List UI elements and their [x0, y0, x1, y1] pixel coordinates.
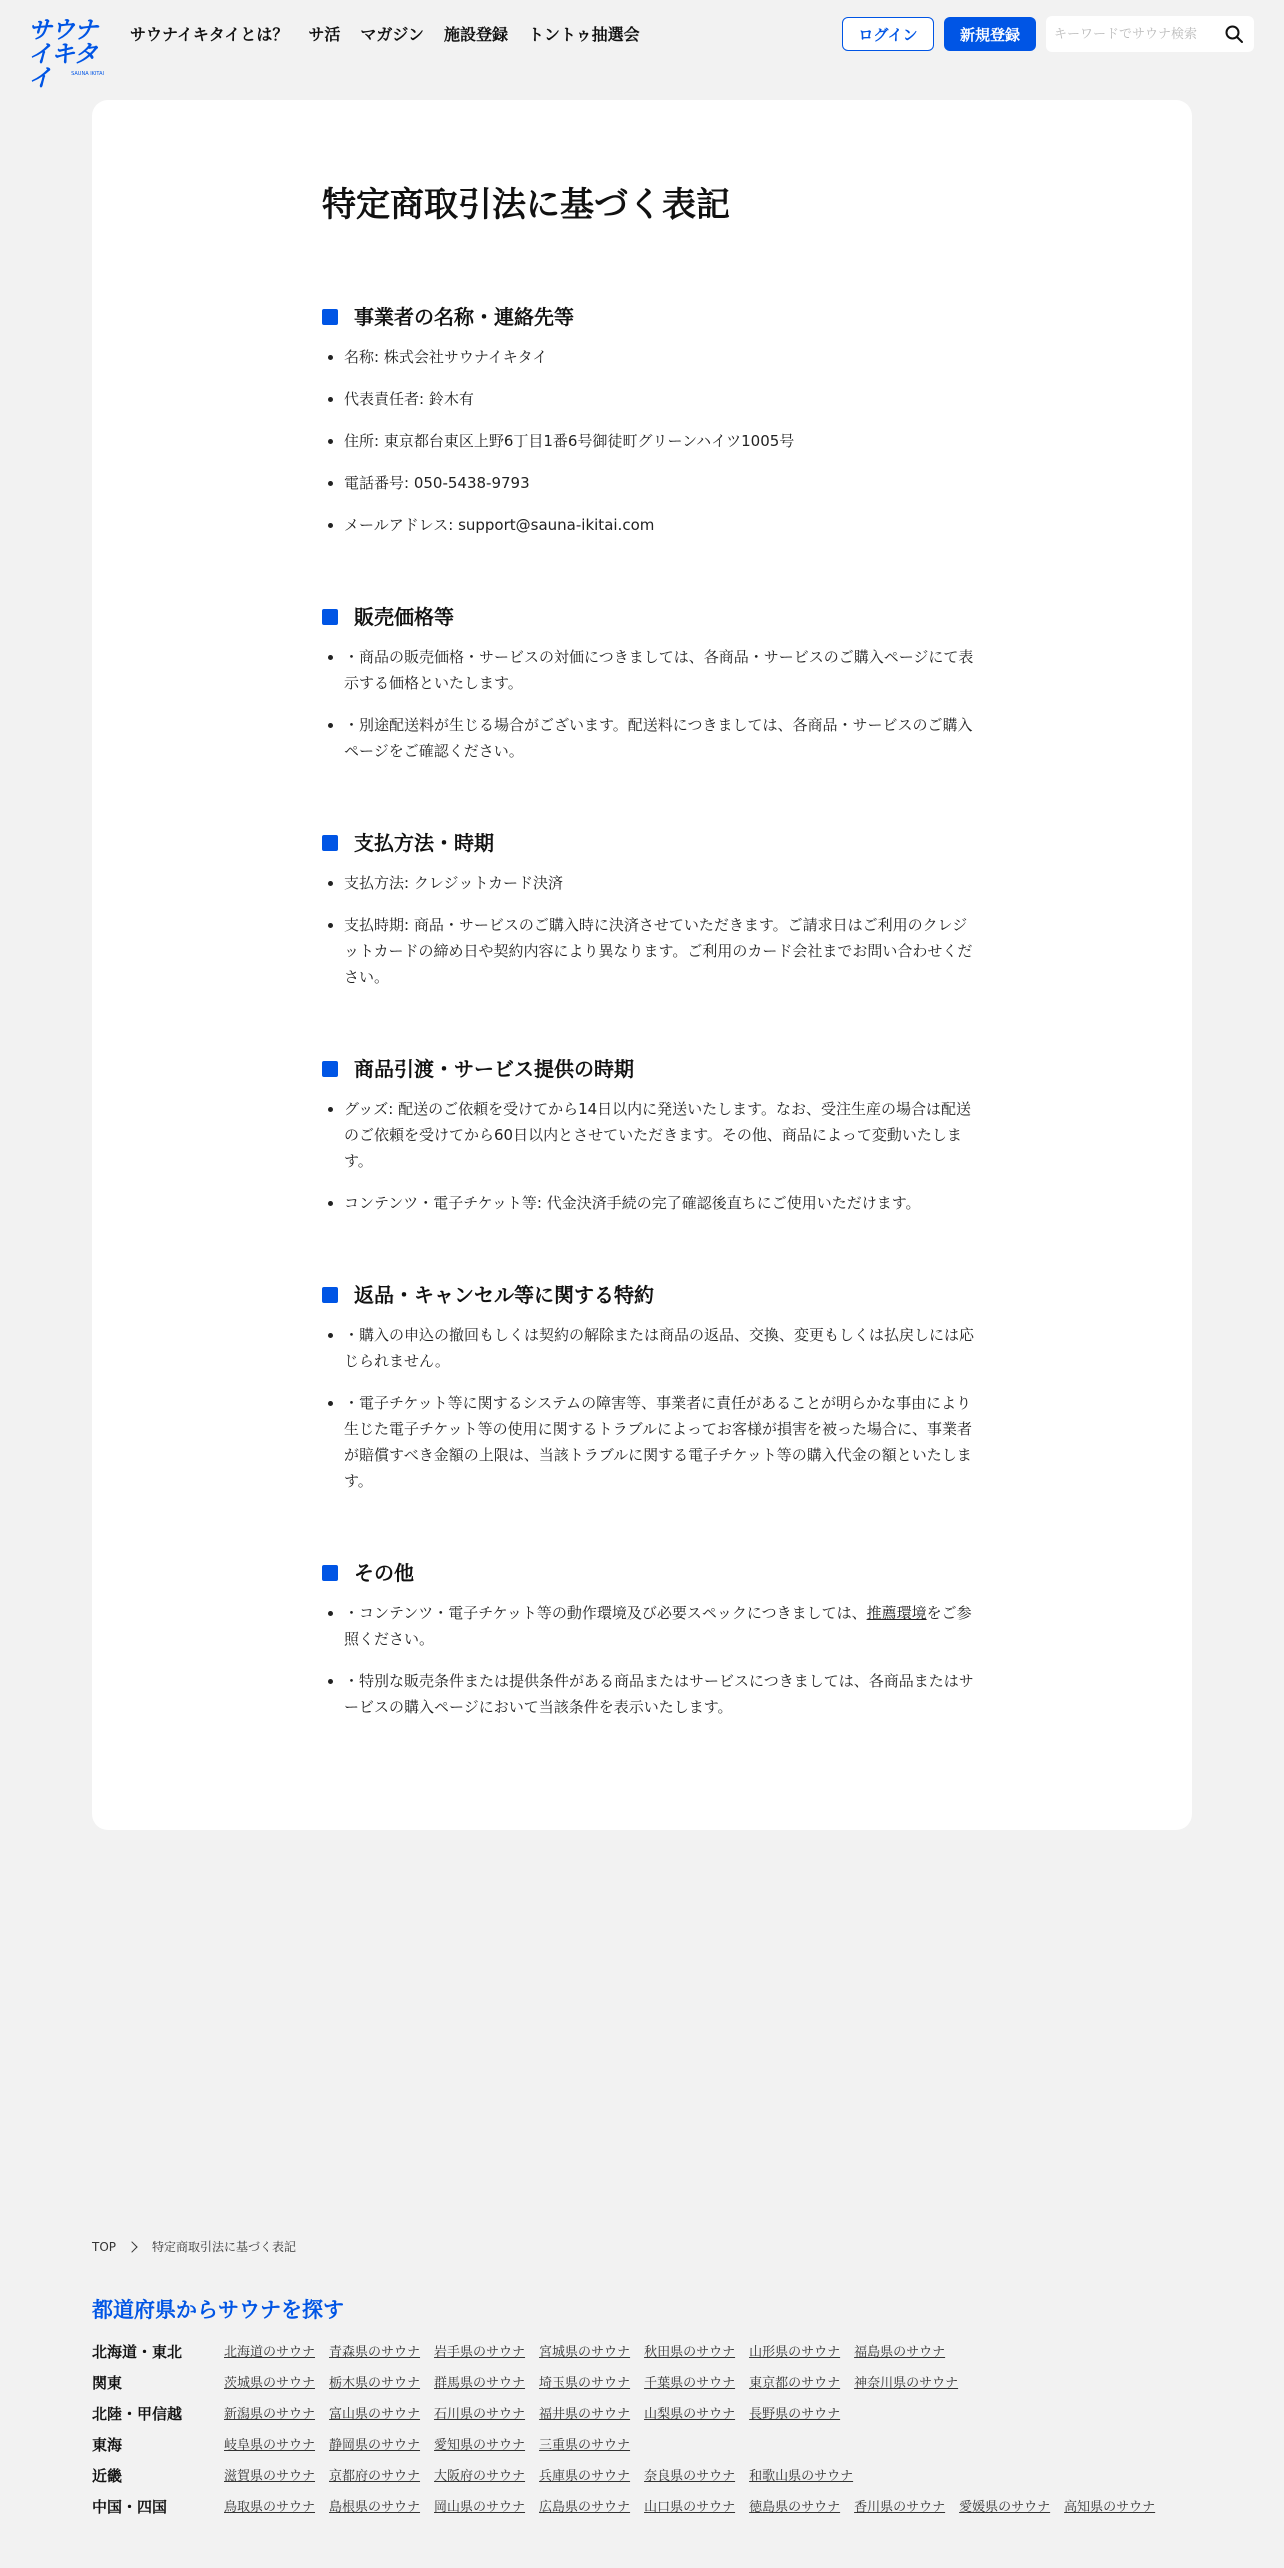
- list-item: • ・別途配送料が生じる場合がございます。配送料につきましては、各商品・サービスのご購入ページをご確認ください。: [344, 712, 982, 764]
- nav-sakatsu[interactable]: サ活: [308, 25, 341, 44]
- list-item: • 代表責任者: 鈴木有: [344, 386, 982, 412]
- region-row: [92, 2371, 1202, 2396]
- prefecture-regions: [92, 2340, 1202, 2526]
- prefecture-link[interactable]: 茨城県のサウナ: [224, 2376, 316, 2391]
- list-item: • 住所: 東京都台東区上野6丁目1番6号御徒町グリーンハイツ1005号: [344, 428, 982, 454]
- breadcrumb: [92, 2238, 296, 2255]
- site-logo[interactable]: [28, 16, 106, 92]
- prefecture-link[interactable]: 埼玉県のサウナ: [539, 2376, 631, 2391]
- region-name: 中国・四国: [92, 2498, 168, 2516]
- section-title: 事業者の名称・連絡先等: [354, 305, 574, 329]
- prefecture-link[interactable]: 新潟県のサウナ: [224, 2407, 316, 2422]
- region-row: [92, 2464, 1202, 2489]
- signup-button[interactable]: 新規登録: [944, 17, 1036, 51]
- prefecture-link[interactable]: 長野県のサウナ: [749, 2407, 841, 2422]
- prefecture-link[interactable]: 奈良県のサウナ: [644, 2469, 736, 2484]
- section-price: [322, 602, 982, 764]
- breadcrumb-top[interactable]: TOP: [92, 2239, 117, 2254]
- list-item: • 電話番号: 050-5438-9793: [344, 470, 982, 496]
- section-marker-icon: [322, 609, 338, 625]
- section-title: 販売価格等: [354, 605, 454, 629]
- nav-facility-register[interactable]: 施設登録: [444, 25, 509, 44]
- region-row: [92, 2402, 1202, 2427]
- region-row: [92, 2340, 1202, 2365]
- section-business-info: [322, 302, 982, 538]
- prefecture-link[interactable]: 三重県のサウナ: [539, 2438, 631, 2453]
- prefecture-link[interactable]: 福島県のサウナ: [854, 2345, 946, 2360]
- prefecture-link[interactable]: 石川県のサウナ: [434, 2407, 526, 2422]
- nav-about[interactable]: サウナイキタイとは？: [130, 25, 289, 44]
- list-item: • ・特別な販売条件または提供条件がある商品またはサービスにつきましては、各商品またはサービスの購入ページにおいて当該条件を表示いたします。: [344, 1668, 982, 1720]
- region-row: [92, 2495, 1202, 2520]
- logo-line1: サウナ: [28, 16, 97, 44]
- section-title: 商品引渡・サービス提供の時期: [354, 1057, 634, 1081]
- login-button[interactable]: ログイン: [842, 17, 934, 51]
- page-title: 特定商取引法に基づく表記: [322, 185, 730, 225]
- prefecture-link[interactable]: 福井県のサウナ: [539, 2407, 631, 2422]
- list-item: • コンテンツ・電子チケット等: 代金決済手続の完了確認後直ちにご使用いただけます。: [344, 1190, 982, 1216]
- prefecture-link[interactable]: 兵庫県のサウナ: [539, 2469, 631, 2484]
- prefecture-link[interactable]: 北海道のサウナ: [224, 2345, 316, 2360]
- prefecture-link[interactable]: 香川県のサウナ: [854, 2500, 946, 2515]
- prefecture-link[interactable]: 東京都のサウナ: [749, 2376, 841, 2391]
- prefecture-link[interactable]: 滋賀県のサウナ: [224, 2469, 316, 2484]
- breadcrumb-current: 特定商取引法に基づく表記: [152, 2240, 297, 2254]
- section-title: 返品・キャンセル等に関する特約: [354, 1283, 654, 1307]
- prefecture-link[interactable]: 愛知県のサウナ: [434, 2438, 526, 2453]
- prefecture-link[interactable]: 群馬県のサウナ: [434, 2376, 526, 2391]
- list-item: • 名称: 株式会社サウナイキタイ: [344, 344, 982, 370]
- section-marker-icon: [322, 309, 338, 325]
- site-header: [0, 0, 1284, 92]
- prefecture-link[interactable]: 岩手県のサウナ: [434, 2345, 526, 2360]
- region-name: 関東: [92, 2374, 123, 2392]
- list-item: • ・購入の申込の撤回もしくは契約の解除または商品の返品、交換、変更もしくは払戻しには応じられません。: [344, 1322, 982, 1374]
- search-box: [1046, 16, 1254, 52]
- recommended-env-link[interactable]: 推薦環境: [866, 1604, 927, 1622]
- nav-magazine[interactable]: マガジン: [360, 25, 425, 44]
- region-name: 北陸・甲信越: [92, 2405, 183, 2423]
- section-title: 支払方法・時期: [354, 831, 494, 855]
- prefecture-link[interactable]: 高知県のサウナ: [1064, 2500, 1156, 2515]
- search-icon[interactable]: [1224, 24, 1244, 44]
- prefecture-link[interactable]: 愛媛県のサウナ: [959, 2500, 1051, 2515]
- prefecture-link[interactable]: 和歌山県のサウナ: [749, 2469, 854, 2484]
- legal-content: [322, 180, 982, 1784]
- chevron-right-icon: [126, 2241, 137, 2252]
- section-title: その他: [354, 1561, 414, 1585]
- section-marker-icon: [322, 1287, 338, 1303]
- prefecture-link[interactable]: 富山県のサウナ: [329, 2407, 421, 2422]
- list-item: • メールアドレス: support@sauna-ikitai.com: [344, 512, 982, 538]
- prefecture-title: 都道府県からサウナを探す: [92, 2298, 344, 2322]
- section-payment: [322, 828, 982, 990]
- list-item: • ・電子チケット等に関するシステムの障害等、事業者に責任があることが明らかな事由により生じた電子チケット等の使用に関するトラブルによってお客様が損害を被った場合に、事業者が賠償すべき金額の上限は、当該トラブルに関する電子チケット等の購入代金の額といたします。: [344, 1390, 982, 1494]
- main-nav: [130, 22, 640, 45]
- prefecture-link[interactable]: 山口県のサウナ: [644, 2500, 736, 2515]
- region-name: 近畿: [92, 2467, 123, 2485]
- list-item: • 支払方法: クレジットカード決済: [344, 870, 982, 896]
- prefecture-link[interactable]: 青森県のサウナ: [329, 2345, 421, 2360]
- region-name: 東海: [92, 2436, 123, 2454]
- section-delivery: [322, 1054, 982, 1216]
- region-name: 北海道・東北: [92, 2343, 183, 2361]
- prefecture-link[interactable]: 静岡県のサウナ: [329, 2438, 421, 2453]
- section-marker-icon: [322, 835, 338, 851]
- prefecture-link[interactable]: 岐阜県のサウナ: [224, 2438, 316, 2453]
- prefecture-link[interactable]: 岡山県のサウナ: [434, 2500, 526, 2515]
- prefecture-link[interactable]: 栃木県のサウナ: [329, 2376, 421, 2391]
- prefecture-link[interactable]: 大阪府のサウナ: [434, 2469, 526, 2484]
- region-row: [92, 2433, 1202, 2458]
- list-item: • ・商品の販売価格・サービスの対価につきましては、各商品・サービスのご購入ページにて表示する価格といたします。: [344, 644, 982, 696]
- list-item: • ・コンテンツ・電子チケット等の動作環境及び必要スペックにつきましては、推薦環境をご参照ください。: [344, 1600, 982, 1652]
- section-other: [322, 1558, 982, 1720]
- prefecture-link[interactable]: 京都府のサウナ: [329, 2469, 421, 2484]
- search-input[interactable]: [1054, 16, 1214, 52]
- prefecture-link[interactable]: 山形県のサウナ: [749, 2345, 841, 2360]
- prefecture-link[interactable]: 鳥取県のサウナ: [224, 2500, 316, 2515]
- section-returns: [322, 1280, 982, 1494]
- prefecture-link[interactable]: 宮城県のサウナ: [539, 2345, 631, 2360]
- content-card: [92, 100, 1192, 1830]
- prefecture-link[interactable]: 千葉県のサウナ: [644, 2376, 736, 2391]
- prefecture-link[interactable]: 山梨県のサウナ: [644, 2407, 736, 2422]
- list-item: • 支払時期: 商品・サービスのご購入時に決済させていただきます。ご請求日はご利用のクレジットカードの締め日や契約内容により異なります。ご利用のカード会社までお問い合わせください。: [344, 912, 982, 990]
- nav-tonttu-lottery[interactable]: トントゥ抽選会: [528, 25, 640, 44]
- prefecture-link[interactable]: 徳島県のサウナ: [749, 2500, 841, 2515]
- list-item: • グッズ: 配送のご依頼を受けてから14日以内に発送いたします。なお、受注生産の場合は配送のご依頼を受けてから60日以内とさせていただきます。その他、商品によって変動いたします。: [344, 1096, 982, 1174]
- prefecture-link[interactable]: 広島県のサウナ: [539, 2500, 631, 2515]
- prefecture-link[interactable]: 神奈川県のサウナ: [854, 2376, 959, 2391]
- logo-sub: SAUNA IKITAI: [71, 71, 104, 77]
- prefecture-link[interactable]: 秋田県のサウナ: [644, 2345, 736, 2360]
- logo-line2: イキタイ: [28, 40, 97, 92]
- section-marker-icon: [322, 1061, 338, 1077]
- prefecture-link[interactable]: 島根県のサウナ: [329, 2500, 421, 2515]
- section-marker-icon: [322, 1565, 338, 1581]
